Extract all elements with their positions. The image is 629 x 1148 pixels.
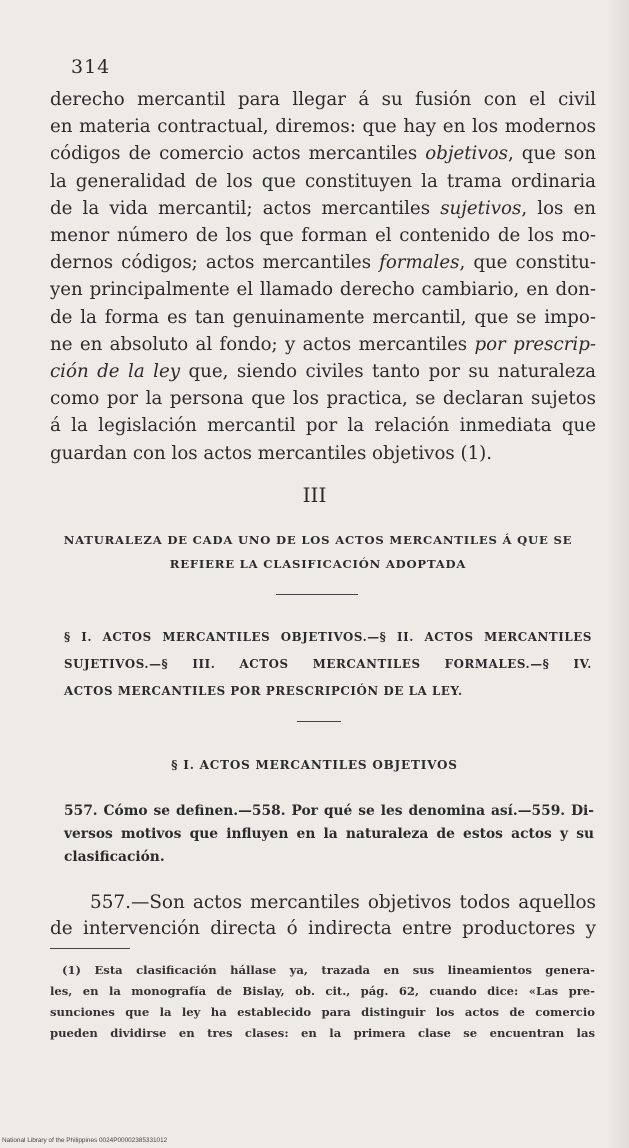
divider-rule	[276, 594, 358, 595]
text-run: de la forma es tan genuinamente mercantil, que se impo-	[50, 306, 596, 328]
section-heading	[40, 528, 596, 576]
footnote-line: pueden dividirse en tres clases: en la primera clase se encuentran las	[50, 1026, 595, 1040]
body-line	[50, 113, 596, 140]
text-run: dernos códigos; actos mercantiles	[50, 252, 380, 274]
topics-line: clasificación.	[64, 849, 165, 865]
section-numeral: III	[302, 483, 327, 507]
footnote-line: sunciones que la ley ha establecido para distinguir los actos de comercio	[50, 1005, 595, 1019]
body-paragraph	[50, 86, 596, 467]
italic-term: objetivos	[425, 143, 508, 165]
body-line	[50, 331, 596, 358]
summary-line: § I. ACTOS MERCANTILES OBJETIVOS.—§ II. ACTOS MERCANTILES	[64, 630, 592, 644]
summary-line: ACTOS MERCANTILES POR PRESCRIPCIÓN DE LA LEY.	[64, 684, 463, 698]
paragraph-line: 557.—Son actos mercantiles objetivos todos aquellos	[90, 892, 596, 913]
text-run: la generalidad de los que constituyen la trama ordinaria	[50, 170, 596, 192]
topics-line: versos motivos que influyen en la naturaleza de estos actos y su	[64, 826, 594, 842]
text-run: de la vida mercantil; actos mercantiles	[50, 197, 441, 219]
body-line	[50, 412, 596, 439]
text-run: , los en	[521, 197, 596, 219]
text-run: , que constitu-	[459, 252, 596, 274]
footnote	[50, 960, 595, 1044]
italic-term: por prescrip-	[474, 333, 596, 355]
footnote-line: (1) Esta clasificación hállase ya, trazada en sus lineamientos genera-	[62, 963, 595, 977]
paragraph-line: de intervención directa ó indirecta entre productores y	[50, 918, 596, 939]
footnote-rule	[50, 948, 130, 949]
body-line	[50, 222, 596, 249]
summary-line: SUJETIVOS.—§ III. ACTOS MERCANTILES FORMALES.—§ IV.	[64, 657, 592, 671]
paragraph-557	[50, 890, 596, 942]
text-run: ne en absoluto al fondo; y actos mercantiles	[50, 333, 475, 355]
text-run: como por la persona que los practica, se declaran sujetos	[50, 388, 596, 410]
body-line	[50, 195, 596, 222]
text-run: en materia contractual, diremos: que hay en los modernos	[50, 116, 596, 138]
page-edge-shadow	[607, 0, 629, 1148]
section-heading-line: NATURALEZA DE CADA UNO DE LOS ACTOS MERCANTILES Á QUE SE	[63, 533, 573, 547]
body-line	[50, 249, 596, 276]
topics-summary	[64, 800, 594, 869]
italic-term: ción de la ley	[50, 361, 180, 383]
text-run: derecho mercantil para llegar á su fusión con el civil	[50, 89, 596, 110]
text-run: á la legislación mercantil por la relación inmediata que	[50, 415, 596, 437]
text-run: menor número de los que forman el contenido de los mo-	[50, 225, 596, 247]
text-run: yen principalmente el llamado derecho cambiario, en don-	[50, 279, 596, 301]
body-line	[50, 276, 596, 303]
subsection-heading: § I. ACTOS MERCANTILES OBJETIVOS	[171, 758, 458, 772]
italic-term: sujetivos	[440, 197, 522, 219]
section-summary	[64, 624, 592, 705]
body-line	[50, 304, 596, 331]
body-line	[50, 140, 596, 167]
page-number: 314	[71, 56, 111, 78]
body-line	[50, 86, 596, 113]
body-line	[50, 168, 596, 195]
topics-line: 557. Cómo se definen.—558. Por qué se les denomina así.—559. Di-	[64, 803, 594, 819]
italic-term: formales	[379, 252, 460, 274]
text-run: , que son	[507, 143, 597, 165]
body-line	[50, 358, 596, 385]
text-run: códigos de comercio actos mercantiles	[50, 143, 426, 165]
divider-rule	[297, 721, 341, 722]
scan-credit: National Library of the Philippines 0024P00002385331012	[2, 1137, 168, 1144]
footnote-line: les, en la monografía de Bislay, ob. cit., pág. 62, cuando dice: «Las pre-	[50, 984, 595, 998]
body-line	[50, 440, 596, 467]
section-heading-line: REFIERE LA CLASIFICACIÓN ADOPTADA	[169, 557, 467, 571]
text-run: que, siendo civiles tanto por su naturaleza	[180, 361, 596, 383]
body-line	[50, 385, 596, 412]
text-run: guardan con los actos mercantiles objetivos (1).	[50, 442, 493, 464]
